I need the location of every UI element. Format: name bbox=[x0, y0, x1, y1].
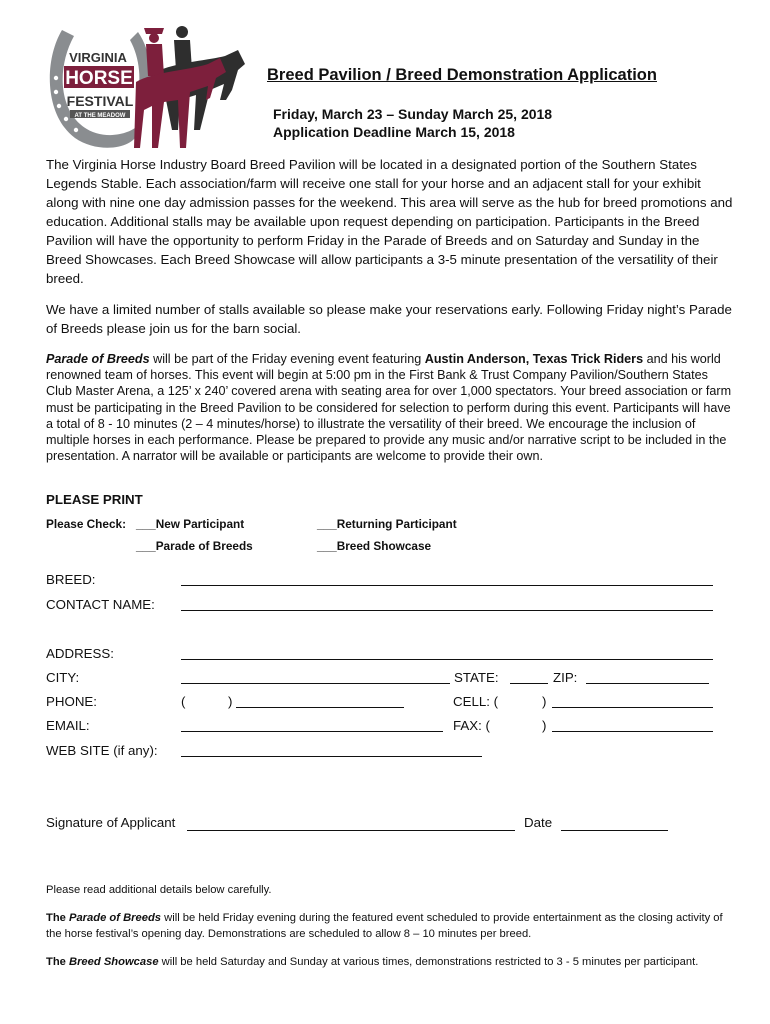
parade-of-breeds-checkbox[interactable]: ___Parade of Breeds bbox=[136, 539, 253, 553]
cell-label: CELL: ( bbox=[453, 694, 499, 709]
state-field[interactable] bbox=[510, 683, 548, 684]
website-label: WEB SITE (if any): bbox=[46, 743, 158, 758]
date-label: Date bbox=[524, 815, 553, 830]
address-field[interactable] bbox=[181, 659, 713, 660]
featured-performer: Austin Anderson, Texas Trick Riders bbox=[424, 352, 644, 366]
please-print-heading: PLEASE PRINT bbox=[46, 492, 143, 507]
phone-close-paren: ) bbox=[228, 694, 233, 709]
parade-text-a: will be part of the Friday evening event featuring bbox=[149, 352, 425, 366]
intro-paragraph-2: We have a limited number of stalls available so please make your reservations early. Following Friday night’s Parade of Breeds please join us for the barn social. bbox=[46, 302, 732, 336]
phone-field[interactable] bbox=[236, 707, 404, 708]
breed-label: BREED: bbox=[46, 572, 96, 587]
email-label: EMAIL: bbox=[46, 718, 90, 733]
parade-details: The Parade of Breeds will be held Friday evening during the featured event scheduled to provide entertainment as the closing activity of the horse festival’s opening day. Demonstrations are scheduled to allow 8 – 10 minutes per breed. bbox=[46, 912, 723, 940]
logo-line4: AT THE MEADOW bbox=[74, 113, 126, 119]
returning-participant-checkbox[interactable]: ___Returning Participant bbox=[317, 517, 457, 531]
fax-field[interactable] bbox=[552, 731, 713, 732]
page-title: Breed Pavilion / Breed Demonstration Application bbox=[267, 66, 657, 84]
fax-close-paren: ) bbox=[542, 718, 547, 733]
zip-field[interactable] bbox=[586, 683, 709, 684]
event-dates: Friday, March 23 – Sunday March 25, 2018 bbox=[273, 106, 553, 122]
contact-name-field[interactable] bbox=[181, 610, 713, 611]
address-label: ADDRESS: bbox=[46, 646, 114, 661]
read-more-note: Please read additional details below carefully. bbox=[46, 884, 272, 896]
showcase-details: The Breed Showcase will be held Saturday and Sunday at various times, demonstrations restricted to 3 - 5 minutes per participant. bbox=[46, 956, 699, 968]
phone-label: PHONE: bbox=[46, 694, 97, 709]
virginia-horse-festival-logo bbox=[40, 20, 250, 155]
cell-close-paren: ) bbox=[542, 694, 547, 709]
phone-open-paren: ( bbox=[181, 694, 186, 709]
new-participant-checkbox[interactable]: ___New Participant bbox=[136, 517, 245, 531]
date-field[interactable] bbox=[561, 830, 668, 831]
logo-line3: FESTIVAL bbox=[66, 93, 134, 109]
parade-paragraph bbox=[46, 351, 736, 464]
contact-name-label: CONTACT NAME: bbox=[46, 597, 155, 612]
email-field[interactable] bbox=[181, 731, 443, 732]
parade-details-title: Parade of Breeds bbox=[69, 912, 162, 924]
fax-label: FAX: ( bbox=[453, 718, 490, 733]
breed-showcase-checkbox[interactable]: ___Breed Showcase bbox=[317, 539, 432, 553]
signature-field[interactable] bbox=[187, 830, 515, 831]
parade-details-text: will be held Friday evening during the featured event scheduled to provide entertainment as the closing activity of the horse festival’s opening day. Demonstrations are scheduled to allow 8 – 10 minutes per breed. bbox=[46, 912, 723, 940]
city-field[interactable] bbox=[181, 683, 450, 684]
cell-field[interactable] bbox=[552, 707, 713, 708]
showcase-details-text: will be held Saturday and Sunday at various times, demonstrations restricted to 3 - 5 minutes per participant. bbox=[158, 956, 699, 968]
logo-line2: HORSE bbox=[65, 68, 133, 89]
logo-line1: VIRGINIA bbox=[69, 50, 127, 65]
city-label: CITY: bbox=[46, 670, 80, 685]
showcase-details-title: Breed Showcase bbox=[69, 956, 159, 968]
please-check-label: Please Check: bbox=[46, 517, 127, 531]
website-field[interactable] bbox=[181, 756, 482, 757]
parade-text-b: and his world renowned team of horses. This event will begin at 5:00 pm in the First Bank & Trust Company Pavilion/Southern States Club Master Arena, a 125’ x 240’ covered arena with seating area for over 1,000 spectators. Your breed association or farm must be participating in the Breed Pavilion to be considered for selection to perform during this event. Participants will have a total of 8 - 10 minutes (2 – 4 minutes/horse) to illustrate the versatility of their breed. We encourage the inclusion of multiple horses in each performance. Please be prepared to provide any music and/or narrative script to be included in the presentation. A narrator will be available or participants are welcome to provide their own. bbox=[46, 352, 732, 464]
breed-field[interactable] bbox=[181, 585, 713, 586]
parade-lead: Parade of Breeds bbox=[46, 352, 150, 366]
application-deadline: Application Deadline March 15, 2018 bbox=[273, 124, 515, 140]
intro-paragraph-1: The Virginia Horse Industry Board Breed Pavilion will be located in a designated portion of the Southern States Legends Stable. Each association/farm will receive one stall for your horse and an adjacent stall for your exhibit along with nine one day admission passes for the weekend. This area will serve as the hub for breed promotions and education. Additional stalls may be available upon request depending on participation. Participants in the Breed Pavilion will have the opportunity to perform Friday in the Parade of Breeds and on Saturday and Sunday in the Breed Showcases. Each Breed Showcase will allow participants a 3-5 minute presentation of the versatility of their breed. bbox=[46, 157, 733, 286]
state-label: STATE: bbox=[454, 670, 499, 685]
zip-label: ZIP: bbox=[553, 670, 578, 685]
signature-label: Signature of Applicant bbox=[46, 815, 176, 830]
